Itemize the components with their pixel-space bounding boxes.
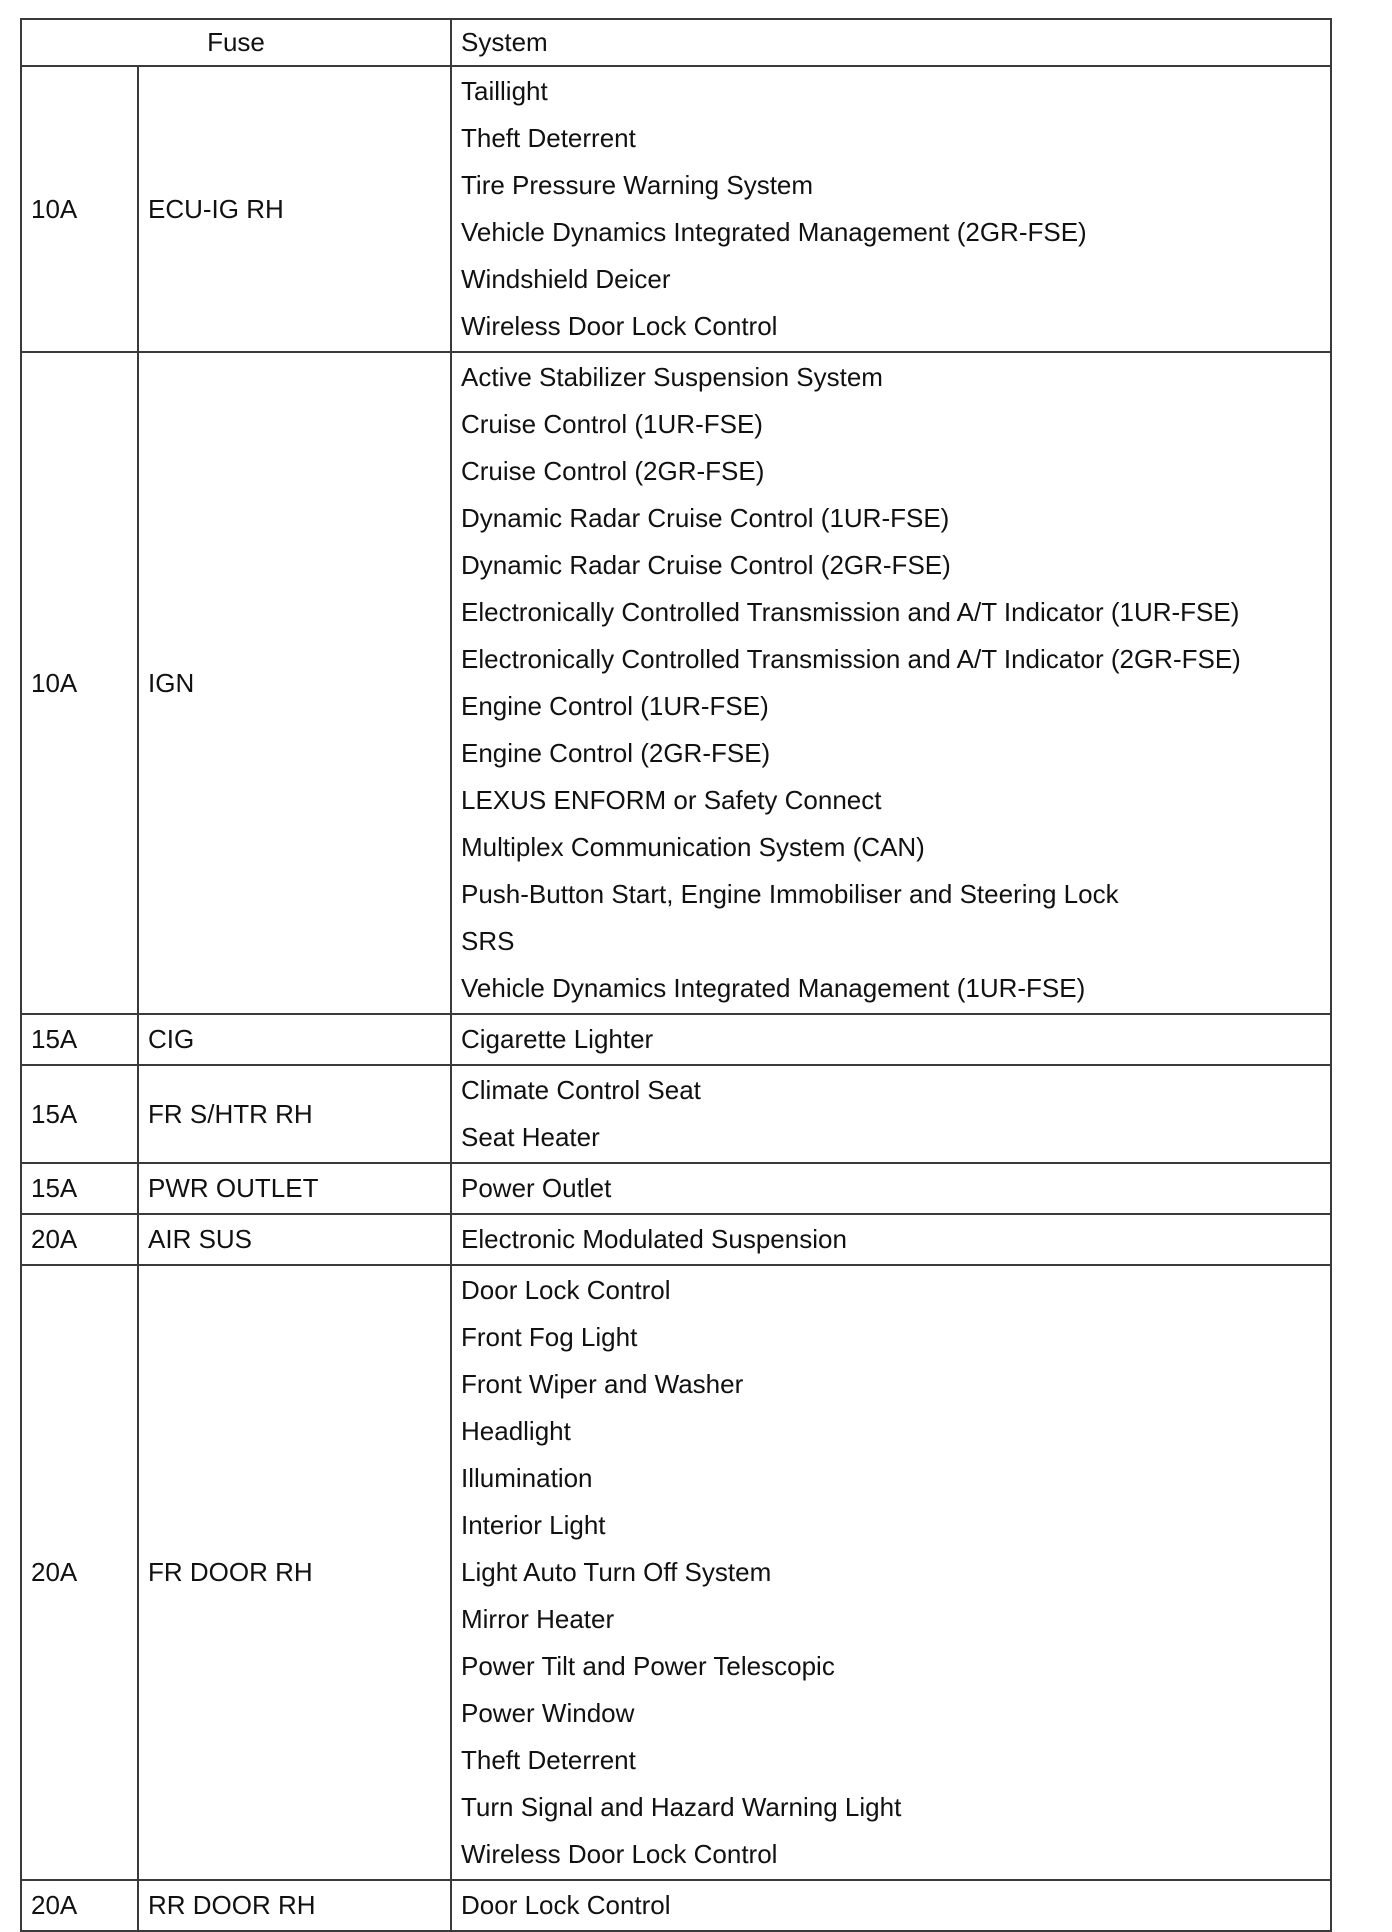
system-list xyxy=(451,1014,1331,1065)
system-item: Electronically Controlled Transmission and A/T Indicator (2GR-FSE) xyxy=(461,644,1241,674)
system-item: Power Window xyxy=(461,1698,635,1728)
system-item: Front Fog Light xyxy=(461,1322,638,1352)
fuse-table xyxy=(20,18,1332,1932)
system-list xyxy=(451,1163,1331,1214)
system-list xyxy=(451,66,1331,352)
table-row xyxy=(21,1214,1331,1265)
table-row xyxy=(21,352,1331,1014)
system-item: LEXUS ENFORM or Safety Connect xyxy=(461,785,882,815)
system-item: Front Wiper and Washer xyxy=(461,1369,744,1399)
system-item: Push-Button Start, Engine Immobiliser and Steering Lock xyxy=(461,879,1119,909)
system-list xyxy=(451,1880,1331,1931)
system-item: Vehicle Dynamics Integrated Management (1UR-FSE) xyxy=(461,973,1086,1003)
system-item: Turn Signal and Hazard Warning Light xyxy=(461,1792,902,1822)
system-item: Electronically Controlled Transmission and A/T Indicator (1UR-FSE) xyxy=(461,597,1240,627)
system-item: Tire Pressure Warning System xyxy=(461,170,814,200)
fuse-name: CIG xyxy=(138,1014,451,1065)
system-item: Power Outlet xyxy=(461,1173,612,1203)
system-item: Multiplex Communication System (CAN) xyxy=(461,832,925,862)
system-item: Door Lock Control xyxy=(461,1890,671,1920)
fuse-amperage: 15A xyxy=(21,1163,138,1214)
system-item: Interior Light xyxy=(461,1510,606,1540)
system-list xyxy=(451,1214,1331,1265)
system-item: Engine Control (1UR-FSE) xyxy=(461,691,769,721)
system-column-header: System xyxy=(451,19,1331,66)
system-list xyxy=(451,1065,1331,1163)
fuse-amperage: 10A xyxy=(21,352,138,1014)
system-item: Electronic Modulated Suspension xyxy=(461,1224,847,1254)
table-row xyxy=(21,1163,1331,1214)
table-row xyxy=(21,1880,1331,1931)
fuse-amperage: 20A xyxy=(21,1880,138,1931)
system-item: Theft Deterrent xyxy=(461,123,636,153)
fuse-column-header: Fuse xyxy=(21,19,451,66)
table-row xyxy=(21,1014,1331,1065)
fuse-name: IGN xyxy=(138,352,451,1014)
fuse-amperage: 15A xyxy=(21,1014,138,1065)
fuse-name: FR DOOR RH xyxy=(138,1265,451,1880)
fuse-name: PWR OUTLET xyxy=(138,1163,451,1214)
fuse-amperage: 15A xyxy=(21,1065,138,1163)
table-row xyxy=(21,1265,1331,1880)
system-item: Engine Control (2GR-FSE) xyxy=(461,738,771,768)
system-item: Headlight xyxy=(461,1416,571,1446)
system-item: Windshield Deicer xyxy=(461,264,671,294)
system-item: Active Stabilizer Suspension System xyxy=(461,362,883,392)
system-list xyxy=(451,1265,1331,1880)
system-item: Cigarette Lighter xyxy=(461,1024,654,1054)
system-item: Dynamic Radar Cruise Control (2GR-FSE) xyxy=(461,550,951,580)
table-row xyxy=(21,66,1331,352)
system-item: Seat Heater xyxy=(461,1122,600,1152)
system-item: Dynamic Radar Cruise Control (1UR-FSE) xyxy=(461,503,950,533)
fuse-name: RR DOOR RH xyxy=(138,1880,451,1931)
fuse-name: ECU-IG RH xyxy=(138,66,451,352)
system-item: Climate Control Seat xyxy=(461,1075,701,1105)
system-item: Taillight xyxy=(461,76,548,106)
fuse-amperage: 20A xyxy=(21,1214,138,1265)
table-row xyxy=(21,1065,1331,1163)
system-item: Theft Deterrent xyxy=(461,1745,636,1775)
system-item: Light Auto Turn Off System xyxy=(461,1557,772,1587)
fuse-name: FR S/HTR RH xyxy=(138,1065,451,1163)
system-item: Wireless Door Lock Control xyxy=(461,1839,778,1869)
system-list xyxy=(451,352,1331,1014)
system-item: Cruise Control (1UR-FSE) xyxy=(461,409,763,439)
system-item: Door Lock Control xyxy=(461,1275,671,1305)
system-item: Vehicle Dynamics Integrated Management (2GR-FSE) xyxy=(461,217,1087,247)
system-item: Wireless Door Lock Control xyxy=(461,311,778,341)
header-row xyxy=(21,19,1331,66)
system-item: Cruise Control (2GR-FSE) xyxy=(461,456,765,486)
system-item: Power Tilt and Power Telescopic xyxy=(461,1651,835,1681)
system-item: Mirror Heater xyxy=(461,1604,615,1634)
system-item: Illumination xyxy=(461,1463,593,1493)
system-item: SRS xyxy=(461,926,515,956)
fuse-name: AIR SUS xyxy=(138,1214,451,1265)
fuse-amperage: 20A xyxy=(21,1265,138,1880)
fuse-amperage: 10A xyxy=(21,66,138,352)
fuse-table-body xyxy=(21,66,1331,1931)
